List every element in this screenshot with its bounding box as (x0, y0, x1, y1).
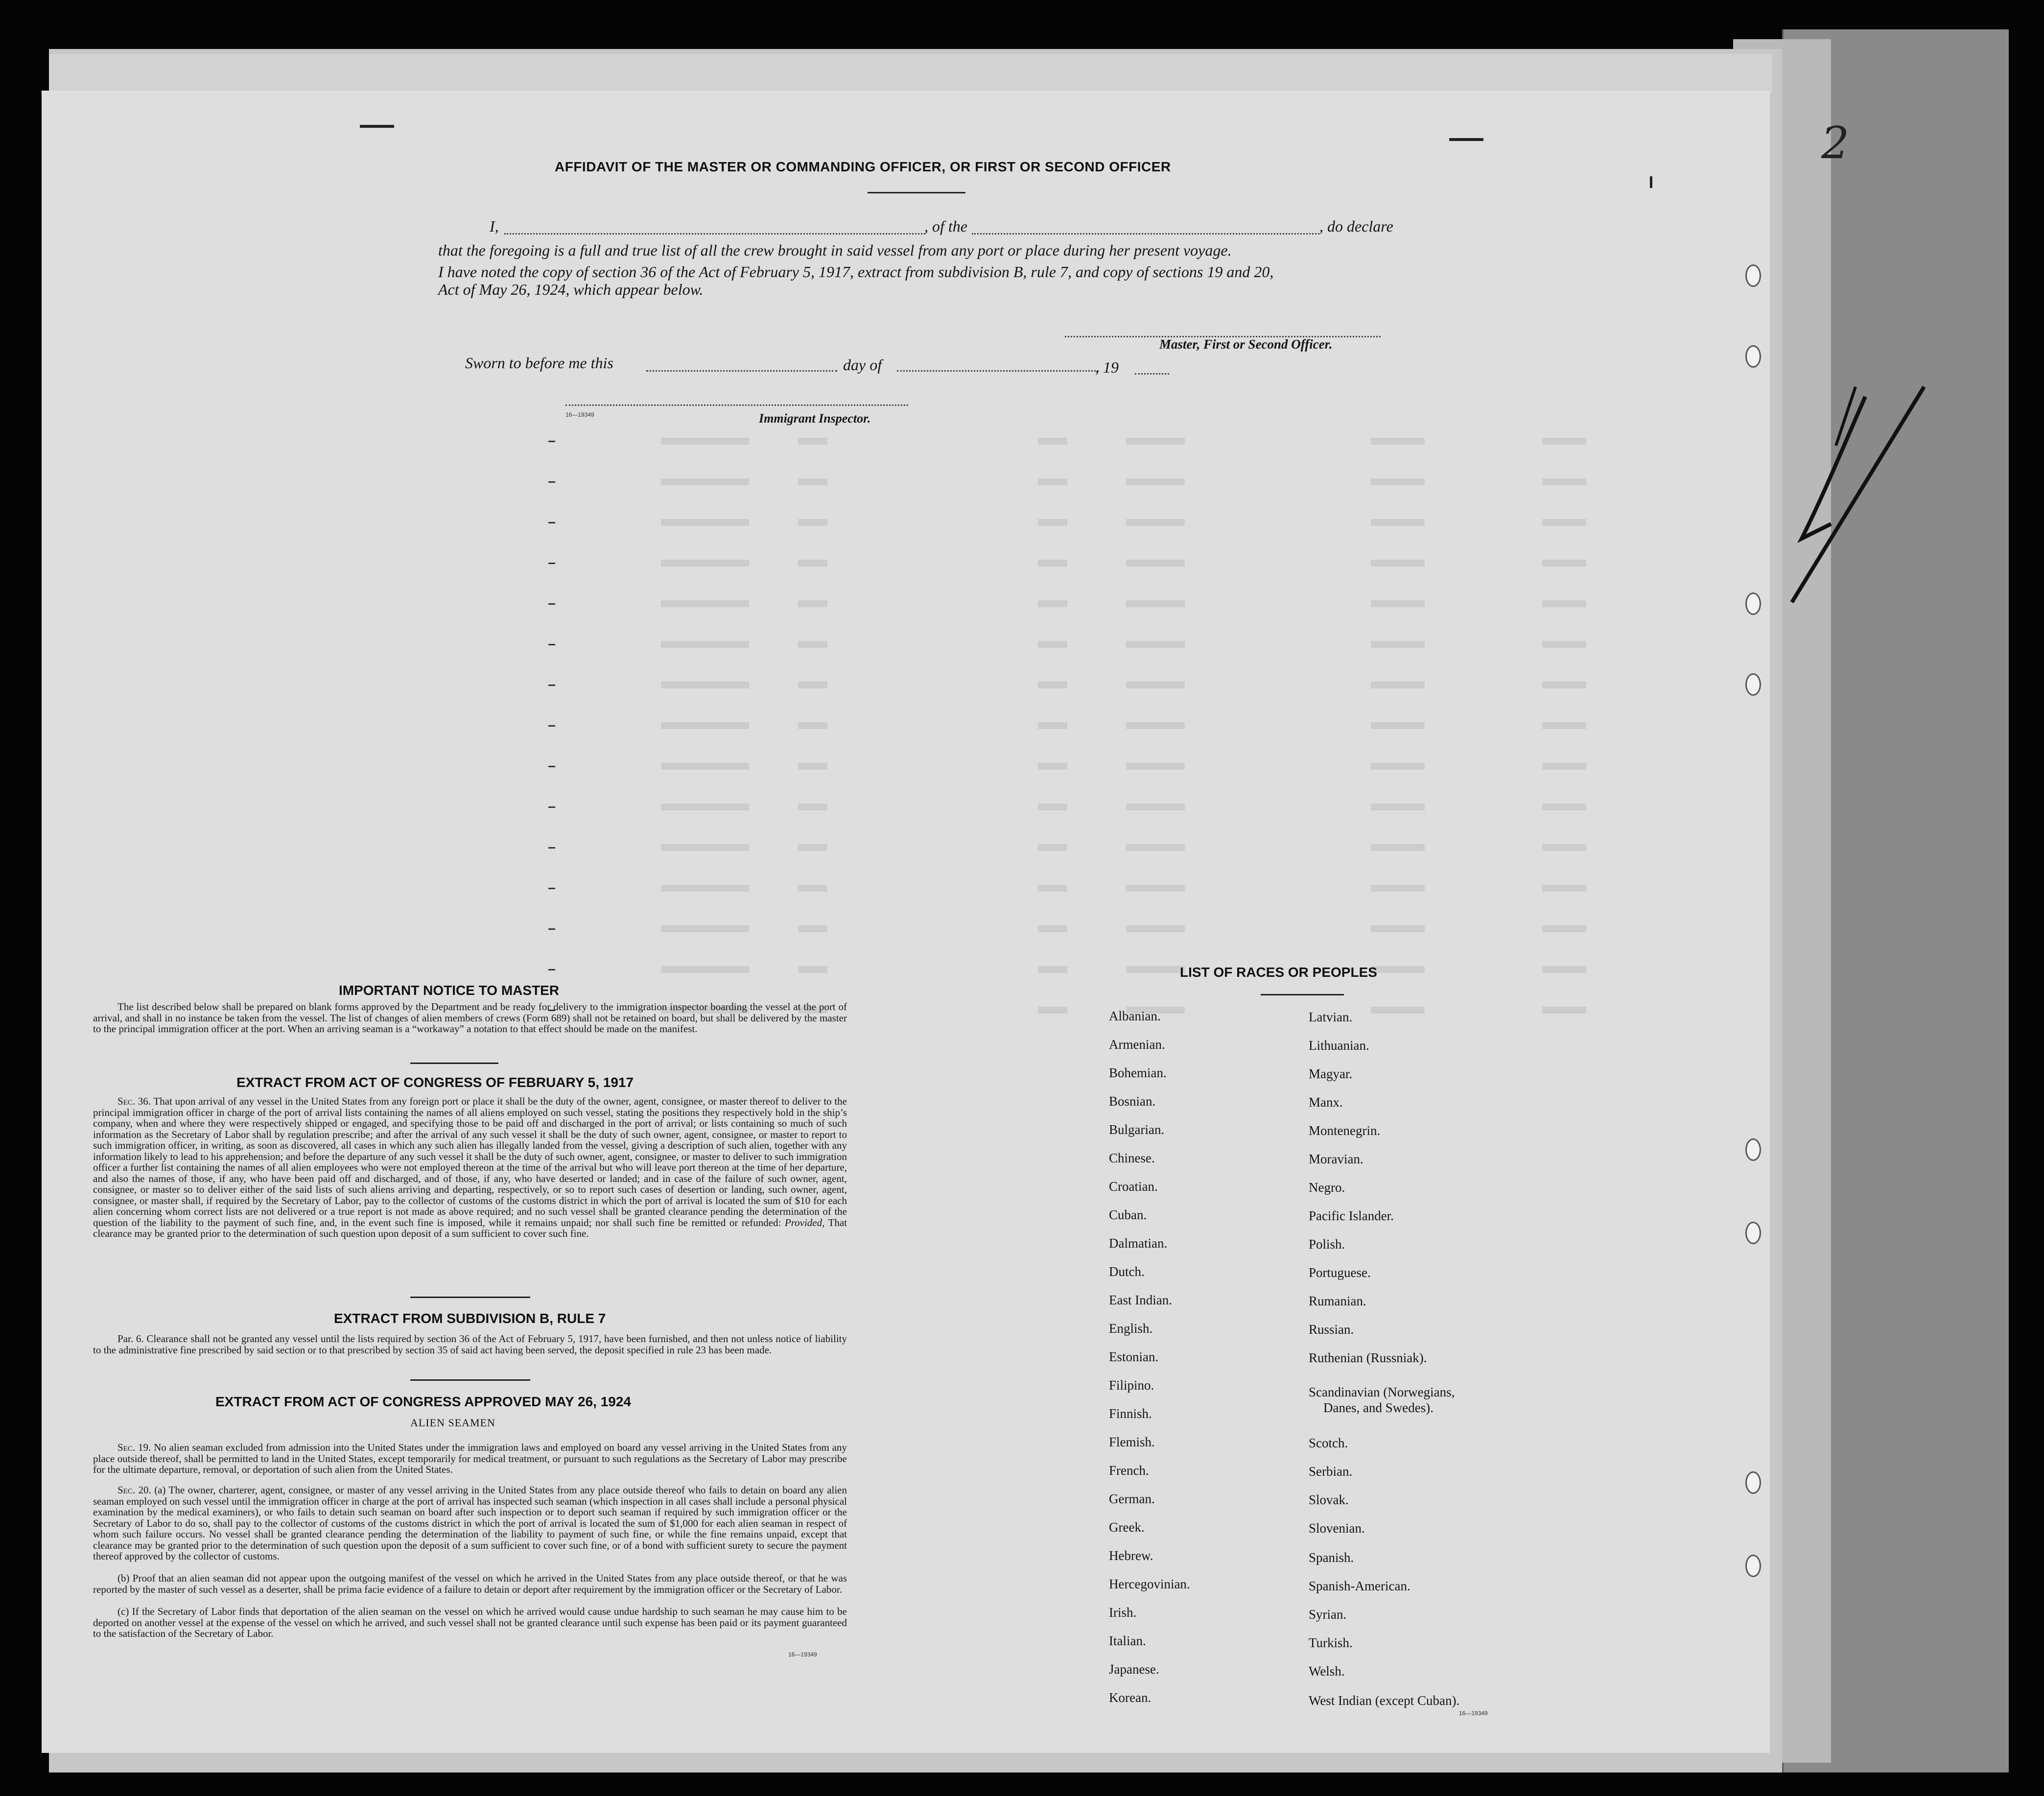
bleed-row (1038, 803, 1067, 810)
sec36-label: Sec. 36. (117, 1095, 151, 1107)
sworn-day-field[interactable] (646, 370, 837, 372)
bleed-dash (548, 725, 555, 727)
section-rule (410, 1297, 530, 1298)
name-field[interactable] (504, 233, 925, 235)
bleed-row (798, 478, 827, 485)
punch-hole (1745, 1471, 1761, 1494)
bleed-row (1542, 803, 1586, 810)
punch-hole (1745, 345, 1761, 368)
bleed-row (1542, 763, 1586, 770)
section-rule (410, 1379, 530, 1381)
bleed-row (1126, 682, 1185, 688)
bleed-row (661, 844, 749, 851)
race-item: Bosnian. (1109, 1094, 1156, 1109)
bleed-row (661, 803, 749, 810)
extract-1924-title: EXTRACT FROM ACT OF CONGRESS APPROVED MAY 26, 1924 (215, 1394, 631, 1409)
bleed-row (1542, 885, 1586, 892)
bleed-row (661, 682, 749, 688)
bleed-row (1126, 885, 1185, 892)
race-item: Croatian. (1109, 1179, 1158, 1194)
inspector-signature-field[interactable] (565, 404, 908, 406)
race-item: Finnish. (1109, 1406, 1152, 1421)
bleed-row (798, 682, 827, 688)
punch-hole (1745, 264, 1761, 287)
race-item: Dalmatian. (1109, 1236, 1168, 1251)
race-item: Bulgarian. (1109, 1122, 1165, 1137)
sworn-day-of: day of (843, 356, 882, 374)
affidavit-i: I, (490, 217, 499, 235)
race-item: French. (1109, 1463, 1149, 1478)
bleed-dash (548, 441, 555, 442)
bleed-row (661, 478, 749, 485)
race-item: Irish. (1109, 1605, 1137, 1620)
bleed-row (661, 885, 749, 892)
vessel-field[interactable] (972, 233, 1319, 235)
bleed-row (1371, 519, 1425, 526)
bleed-dash (548, 888, 555, 889)
affidavit-line2: that the foregoing is a full and true list of all the crew brought in said vessel from any port or place during her present voyage. (438, 241, 1232, 259)
bleed-row (1126, 519, 1185, 526)
bleed-row (1038, 519, 1067, 526)
bleed-row (1126, 600, 1185, 607)
bleed-row (1371, 925, 1425, 932)
bleed-row (1542, 438, 1586, 445)
affidavit-declare: , do declare (1319, 217, 1393, 235)
bleed-dash (548, 481, 555, 483)
bleed-row (1371, 803, 1425, 810)
race-item: Rumanian. (1309, 1294, 1366, 1308)
bleed-row (798, 519, 827, 526)
race-item: Spanish-American. (1309, 1579, 1410, 1593)
race-item: Cuban. (1109, 1207, 1147, 1222)
bleed-row (798, 844, 827, 851)
subdivision-b-body: Par. 6. Clearance shall not be granted any vessel until the lists required by section 36 of the Act of February 5, 1917, have been furnished, and then not unless notice of liability to the administrative fine prescribed by said section or to that prescribed by section 35 of said act having been served, the deposit specified in rule 23 has been made. (93, 1333, 847, 1356)
bleed-row (1038, 925, 1067, 932)
proviso-text: That clearance may be granted prior to the determination of such question upon deposit of a sum sufficient to cover such fine. (93, 1216, 847, 1239)
bleed-row (1542, 682, 1586, 688)
bleed-row (661, 600, 749, 607)
bleed-row (1038, 1007, 1067, 1014)
signature-label: Master, First or Second Officer. (1159, 337, 1333, 352)
race-item: Turkish. (1309, 1635, 1353, 1650)
race-item: Chinese. (1109, 1151, 1155, 1165)
race-item: Portuguese. (1309, 1265, 1371, 1280)
race-item: Pacific Islander. (1309, 1208, 1394, 1223)
bleed-row (1542, 519, 1586, 526)
notice-title: IMPORTANT NOTICE TO MASTER (339, 983, 560, 998)
notice-body: The list described below shall be prepared on blank forms approved by the Department and be ready for delivery to the immigration inspector boarding the vessel at the port of arrival, and shall in no instance be taken from the vessel. The list of changes of alien members of crews (Form 689) shall not be retained on board, but shall be delivered by the master to the principal immigration officer at the port. When an arriving seaman is a “workaway” a notation to that effect should be made on the manifest. (93, 1001, 847, 1035)
affidavit-of-the: , of the (924, 217, 967, 235)
bleed-row (1542, 844, 1586, 851)
bleed-dash (548, 928, 555, 930)
extract-1917-title: EXTRACT FROM ACT OF CONGRESS OF FEBRUARY 5, 1917 (236, 1075, 634, 1090)
bleed-row (661, 438, 749, 445)
bleed-dash (548, 603, 555, 605)
bleed-row (1126, 438, 1185, 445)
race-item: Albanian. (1109, 1009, 1161, 1023)
form-number-left: 16—19349 (788, 1651, 817, 1658)
sec20c-body: (c) If the Secretary of Labor finds that deportation of the alien seaman on the vessel on which he arrived would cause undue hardship to such seaman he may cause him to be deported on another vessel at the expense of the vessel on which he arrived, and such vessel shall not be granted clearance until such expense has been paid or its payment guaranteed to the satisfaction of the Secretary of Labor. (93, 1606, 847, 1639)
race-item: Russian. (1309, 1322, 1354, 1337)
sec20-label: Sec. 20. (117, 1484, 151, 1496)
bleed-row (1126, 844, 1185, 851)
race-item: English. (1109, 1321, 1153, 1336)
race-item: Danes, and Swedes). (1323, 1400, 1433, 1415)
race-item: Dutch. (1109, 1264, 1145, 1279)
bleed-row (1542, 1007, 1586, 1014)
bleed-row (1542, 966, 1586, 973)
scan-mark (1449, 138, 1483, 141)
race-item: Italian. (1109, 1633, 1146, 1648)
bleed-row (1038, 438, 1067, 445)
bleed-row (1542, 641, 1586, 648)
races-title: LIST OF RACES OR PEOPLES (1180, 965, 1377, 980)
bleed-row (1371, 1007, 1425, 1014)
bleed-dash (548, 969, 555, 970)
race-item: Flemish. (1109, 1435, 1155, 1449)
bleed-row (1371, 478, 1425, 485)
race-item: Slovak. (1309, 1492, 1349, 1507)
bleed-row (798, 763, 827, 770)
scan-mark (1650, 176, 1652, 188)
alien-seamen-subtitle: ALIEN SEAMEN (410, 1417, 495, 1429)
punch-hole (1745, 1138, 1761, 1161)
bleed-row (798, 722, 827, 729)
race-item: Bohemian. (1109, 1065, 1167, 1080)
bleed-dash (548, 522, 555, 523)
sec19-body (93, 1442, 847, 1475)
sworn-prefix: Sworn to before me this (465, 354, 613, 372)
bleed-row (1126, 722, 1185, 729)
bleed-row (1542, 600, 1586, 607)
race-item: East Indian. (1109, 1293, 1172, 1307)
race-item: Manx. (1309, 1095, 1343, 1110)
punch-hole (1745, 1555, 1761, 1577)
bleed-row (1126, 641, 1185, 648)
bleed-row (798, 803, 827, 810)
race-item: Korean. (1109, 1690, 1151, 1705)
bleed-row (1371, 722, 1425, 729)
bleed-row (798, 560, 827, 567)
race-item: Filipino. (1109, 1378, 1154, 1393)
bleed-row (1038, 641, 1067, 648)
bleed-row (1371, 885, 1425, 892)
bleed-row (661, 560, 749, 567)
bleed-row (798, 925, 827, 932)
race-item: West Indian (except Cuban). (1309, 1693, 1460, 1708)
bleed-row (1542, 722, 1586, 729)
bleed-row (1542, 925, 1586, 932)
bleed-row (661, 966, 749, 973)
race-item: Estonian. (1109, 1349, 1159, 1364)
race-item: Lithuanian. (1309, 1038, 1369, 1053)
bleed-dash (548, 806, 555, 808)
form-number-right: 16—19349 (1459, 1710, 1488, 1717)
race-item: Polish. (1309, 1237, 1345, 1252)
race-item: Negro. (1309, 1180, 1345, 1195)
race-item: Greek. (1109, 1520, 1145, 1535)
sworn-year: , 19 (1095, 358, 1119, 376)
bleed-row (1371, 682, 1425, 688)
form-number: 16—19349 (565, 411, 594, 418)
bleed-dash (548, 847, 555, 849)
punch-hole (1745, 592, 1761, 615)
bleed-row (1371, 600, 1425, 607)
bleed-row (1038, 885, 1067, 892)
race-item: Montenegrin. (1309, 1123, 1381, 1138)
sec20b-body: (b) Proof that an alien seaman did not appear upon the outgoing manifest of the vessel on which he arrived in the United States from any place outside thereof, or that he was reported by the master of such vessel as a deserter, shall be prima facie evidence of a failure to detain or deport after requirement by the immigration officer or the Secretary of Labor. (93, 1572, 847, 1595)
race-item: Syrian. (1309, 1607, 1347, 1622)
bleed-row (1038, 844, 1067, 851)
affidavit-line3: I have noted the copy of section 36 of the Act of February 5, 1917, extract from subdivision B, rule 7, and copy of sections 19 and 20, (438, 263, 1274, 281)
bleed-row (1371, 641, 1425, 648)
corner-annotation: 2 (1821, 118, 1850, 169)
race-item: Latvian. (1309, 1010, 1353, 1024)
bleed-row (1542, 478, 1586, 485)
scan-mark (360, 125, 394, 128)
race-item: Scotch. (1309, 1436, 1348, 1450)
bleed-row (661, 641, 749, 648)
bleed-row (1126, 803, 1185, 810)
bleed-row (1371, 560, 1425, 567)
bleed-dash (548, 563, 555, 564)
bleed-row (1371, 844, 1425, 851)
bleed-dash (548, 766, 555, 767)
bleed-row (1542, 560, 1586, 567)
race-item: Welsh. (1309, 1664, 1345, 1678)
bleed-row (1126, 763, 1185, 770)
punch-hole (1745, 673, 1761, 696)
bleed-row (1038, 560, 1067, 567)
affidavit-line4: Act of May 26, 1924, which appear below. (438, 281, 704, 298)
bleed-row (1038, 682, 1067, 688)
bleed-row (1038, 600, 1067, 607)
bleed-row (798, 885, 827, 892)
sec19-label: Sec. 19. (117, 1442, 151, 1453)
sworn-year-field[interactable] (1135, 373, 1169, 375)
bleed-row (1126, 966, 1185, 973)
bleed-row (798, 966, 827, 973)
bleed-dash (548, 685, 555, 686)
race-item: Japanese. (1109, 1662, 1159, 1677)
sworn-month-field[interactable] (897, 370, 1099, 372)
pen-stroke-icon (1772, 377, 1958, 612)
sec20a-body (93, 1485, 847, 1562)
sec36-text: That upon arrival of any vessel in the United States from any foreign port or place it shall be the duty of the owner, agent, consignee, or master thereof to deliver to the principal immigration officer in charge of the port of arrival lists containing the names of all aliens employed on such vessel, stating the positions they respectively hold in the ship’s company, when and where they were respectively shipped or engaged, and specifying those to be paid off and discharged in the port of arrival; or lists containing so much of such information as the Secretary of Labor shall by regulation prescribe; and after the arrival of any such vessel it shall be the duty of such owner, agent, consignee, or master to report to such immigration officer, in writing, as soon as discovered, all cases in which any such alien has illegally landed from the vessel, giving a description of such alien, together with any information likely to lead to his apprehension; and before the departure of any such vessel it shall be the duty of such owner, agent, consignee, or master to deliver to such immigration officer a further list containing the names of all alien employees who were not employed thereon at the time of the arrival but who will leave port thereon at the time of her departure, and also the names of those, if any, who have been paid off and discharged, and of those, if any, who have deserted or landed; and in case of the failure of such owner, agent, consignee, or master so to deliver either of the said lists of such aliens arriving and departing, respectively, or so to report such cases of desertion or landing, such owner, agent, consignee, or master shall, if required by the Secretary of Labor, pay to the collector of customs of the customs district in which the port of arrival is located the sum of $10 for each alien concerning whom correct lists are not delivered or a true report is not made as above required; and no such vessel shall be granted clearance pending the determination of the question of the liability to the payment of such fine, and, in the event such fine is imposed, while it remains unpaid; nor shall such fine be remitted or refunded: (93, 1095, 847, 1229)
race-item: Scandinavian (Norwegians, (1309, 1385, 1455, 1399)
races-rule (1261, 994, 1344, 995)
race-item: Moravian. (1309, 1152, 1363, 1166)
affidavit-title: AFFIDAVIT OF THE MASTER OR COMMANDING OFFICER, OR FIRST OR SECOND OFFICER (555, 159, 1171, 174)
bleed-row (1371, 966, 1425, 973)
race-item: Magyar. (1309, 1066, 1353, 1081)
bleed-row (1038, 478, 1067, 485)
extract-1917-body (93, 1096, 847, 1239)
race-item: Slovenian. (1309, 1521, 1365, 1536)
bleed-row (1038, 966, 1067, 973)
bleed-row (1038, 722, 1067, 729)
bleed-row (1126, 478, 1185, 485)
race-item: Hercegovinian. (1109, 1577, 1190, 1591)
race-item: Spanish. (1309, 1550, 1354, 1565)
bleed-row (661, 925, 749, 932)
section-rule (410, 1063, 498, 1064)
race-item: Armenian. (1109, 1037, 1165, 1052)
bleed-row (1371, 438, 1425, 445)
bleed-row (798, 438, 827, 445)
page-top-strip (49, 54, 1772, 93)
subdivision-b-title: EXTRACT FROM SUBDIVISION B, RULE 7 (334, 1311, 606, 1326)
race-item: Ruthenian (Russniak). (1309, 1350, 1427, 1365)
race-item: Hebrew. (1109, 1548, 1153, 1563)
sec20a-text: (a) The owner, charterer, agent, consignee, or master of any vessel arriving in the United States from any place outside thereof who fails to detain on board any alien seaman employed on such vessel until the immigration officer in charge at the port of arrival has inspected such seaman (which inspection in all cases shall include a personal physical examination by the medical examiners), or who fails to detain such seaman on board after such inspection or to deport such seaman if required by such immigration officer or the Secretary of Labor to do so, shall pay to the collector of customs of the customs district in which the port of arrival is located the sum of $1,000 for each alien seaman in respect of whom such failure occurs. No vessel shall be granted clearance pending the determination of the liability to payment of such fine, or while the fine remains unpaid, except that clearance may be granted prior to the determination of such question upon the deposit of a sum sufficient to cover such fine, or of a bond with sufficient surety to secure the payment thereof approved by the collector of customs. (93, 1484, 847, 1562)
bleed-row (661, 722, 749, 729)
bleed-row (661, 763, 749, 770)
race-item: German. (1109, 1491, 1155, 1506)
bleed-row (1371, 763, 1425, 770)
punch-hole (1745, 1222, 1761, 1244)
bleed-row (1038, 763, 1067, 770)
bleed-row (1126, 925, 1185, 932)
sec19-text: No alien seaman excluded from admission into the United States under the immigration laws and employed on board any vessel arriving in the United States from any place outside thereof, shall be permitted to land in the United States, except temporarily for medical treatment, or pursuant to such regulations as the Secretary of Labor may prescribe for the ultimate departure, removal, or deportation of such alien from the United States. (93, 1442, 847, 1475)
proviso-label: Provided, (784, 1216, 825, 1229)
race-item: Serbian. (1309, 1464, 1353, 1479)
bleed-dash (548, 644, 555, 645)
inspector-label: Immigrant Inspector. (759, 411, 871, 425)
bleed-row (1126, 560, 1185, 567)
bleed-row (798, 641, 827, 648)
bleed-row (798, 600, 827, 607)
title-rule (868, 192, 965, 193)
bleed-row (661, 519, 749, 526)
